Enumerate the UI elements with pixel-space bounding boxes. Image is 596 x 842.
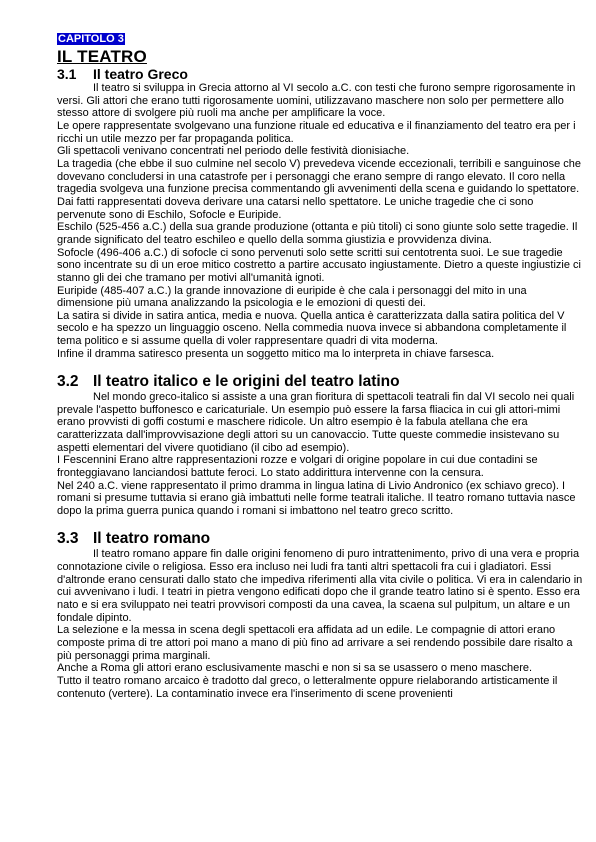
paragraph: Euripide (485-407 a.C.) la grande innovazione di euripide è che cala i personaggi del mito in una dimensione più umana analizzando la psicologia e le emozioni di questi dei. (57, 284, 527, 310)
paragraph: Nel 240 a.C. viene rappresentato il primo dramma in lingua latina di Livio Andronico (ex schiavo greco). I romani si presume tuttavia si erano già imbattuti nelle forme teatrali italiche. Il teatro romano tuttavia nasce dopo la prima guerra punica quando i romani si imbattono nel teatro greco scritto. (57, 479, 576, 517)
paragraph: Anche a Roma gli attori erano esclusivamente maschi e non si sa se usassero o meno maschere. (57, 662, 533, 675)
paragraph: Nel mondo greco-italico si assiste a una gran fioritura di spettacoli teatrali fin dal VI secolo nei quali prevale l'aspetto buffonesco e caricaturiale. Un esempio può essere la farsa fliacica in cui gli attori-mimi erano provvisti di goffi costumi e maschere ridicole. Un altro esempio è la fabula atellana che era caratterizzata dall'improvvisazione degli attori su un canovaccio. Tutte queste commedie insistevano su aspetti elementari del vivere quotidiano (il cibo ad esempio). (57, 391, 575, 454)
section-heading-3-3 (57, 530, 585, 548)
section-number: 3.3 (57, 530, 79, 548)
paragraph: Eschilo (525-456 a.C.) della sua grande produzione (ottanta e più titoli) ci sono giunte solo sette tragedie. Il grande significato del teatro eschileo e quello della somma giustizia e provvidenza divina. (57, 221, 578, 246)
paragraph: I Fescennini Erano altre rappresentazioni rozze e volgari di origine popolare in cui due contadini se fronteggiavano lanciandosi battute feroci. Lo stato addirittura intervenne con la censura. (57, 454, 538, 480)
chapter-title: IL TEATRO (57, 47, 147, 66)
chapter-label: CAPITOLO 3 (58, 33, 124, 45)
paragraph: La selezione e la messa in scena degli spettacoli era affidata ad un edile. Le compagnie di attori erano composte prima di tre attori poi mano a mano di più fino ad arrivare a sei rendendo possibile dare risalto a più personaggi prima marginali. (57, 624, 573, 662)
paragraph: Il teatro si sviluppa in Grecia attorno al VI secolo a.C. con testi che furono sempre rigorosamente in versi. Gli attori che erano tutti rigorosamente uomini, utilizzavano maschere non solo per permettere allo stesso attore di svolgere più ruoli ma anche per amplificare la voce. (57, 82, 576, 120)
document-page (57, 29, 585, 700)
paragraph: Sofocle (496-406 a.C.) di sofocle ci sono pervenuti solo sette scritti sui centotrenta suoi. Le sue tragedie sono incentrate su di un eroe mitico costretto a partire accusato ingiustamente. Dietro a queste ingiustizie ci stanno gli dei che tramano per motivi all'umanità ignoti. (57, 246, 581, 284)
paragraph: La tragedia (che ebbe il suo culmine nel secolo V) prevedeva vicende eccezionali, terribili e sanguinose che dovevano concludersi in una catastrofe per i personaggi che erano sempre di rango elevato. Il coro nella tragedia svolgeva una funzione precisa commentando gli avvenimenti della scena e guidando lo spettatore. Dai fatti rappresentati doveva derivare una catarsi nello spettatore. Le uniche tragedie che ci sono pervenute sono di Eschilo, Sofocle e Euripide. (57, 157, 582, 221)
section-number: 3.2 (57, 373, 79, 391)
paragraph: Infine il dramma satiresco presenta un soggetto mitico ma lo interpreta in chiave farsesca. (57, 347, 495, 360)
paragraph: La satira si divide in satira antica, media e nuova. Quella antica è caratterizzata dalla satira politica del V secolo e ha spezzo un linguaggio osceno. Nella commedia nuova invece si abbandona completamente il tema politico e si assume quella di voler rappresentare quadri di vita moderna. (57, 309, 567, 348)
section-title: Il teatro romano (93, 530, 211, 548)
spacer (57, 518, 585, 531)
section-title: Il teatro Greco (93, 66, 188, 82)
paragraph: Gli spettacoli venivano concentrati nel periodo delle festività dionisiache. (57, 145, 410, 158)
section-number: 3.1 (57, 66, 77, 82)
paragraph: Il teatro romano appare fin dalle origini fenomeno di puro intrattenimento, privo di una vera e propria connotazione civile o religiosa. Esso era incluso nei ludi fra tanti altri spettacoli fra cui i gladiatori. Essi d'altronde erano censurati dallo stato che impediva riferimenti alla vita civile o politica. Vi era in calendario in cui avvenivano i ludi. I teatri in pietra vengono edificati dopo che il grande teatro latino si è spento. Esso era nato e si era sviluppato nei teatri provvisori composti da una cavea, la scaena sul pulpitum, un altare e un fondale dipinto. (57, 548, 583, 624)
paragraph: Le opere rappresentate svolgevano una funzione rituale ed educativa e il finanziamento del teatro era per i ricchi un utile mezzo per far propaganda politica. (57, 119, 576, 145)
section-heading-3-1 (57, 66, 585, 82)
section-title: Il teatro italico e le origini del teatro latino (93, 373, 400, 391)
paragraph: Tutto il teatro romano arcaico è tradotto dal greco, o letteralmente oppure rielaborando artisticamente il contenuto (vertere). La contaminatio invece era l'inserimento di scene provenienti (57, 674, 558, 700)
spacer (57, 360, 585, 373)
section-heading-3-2 (57, 373, 585, 391)
